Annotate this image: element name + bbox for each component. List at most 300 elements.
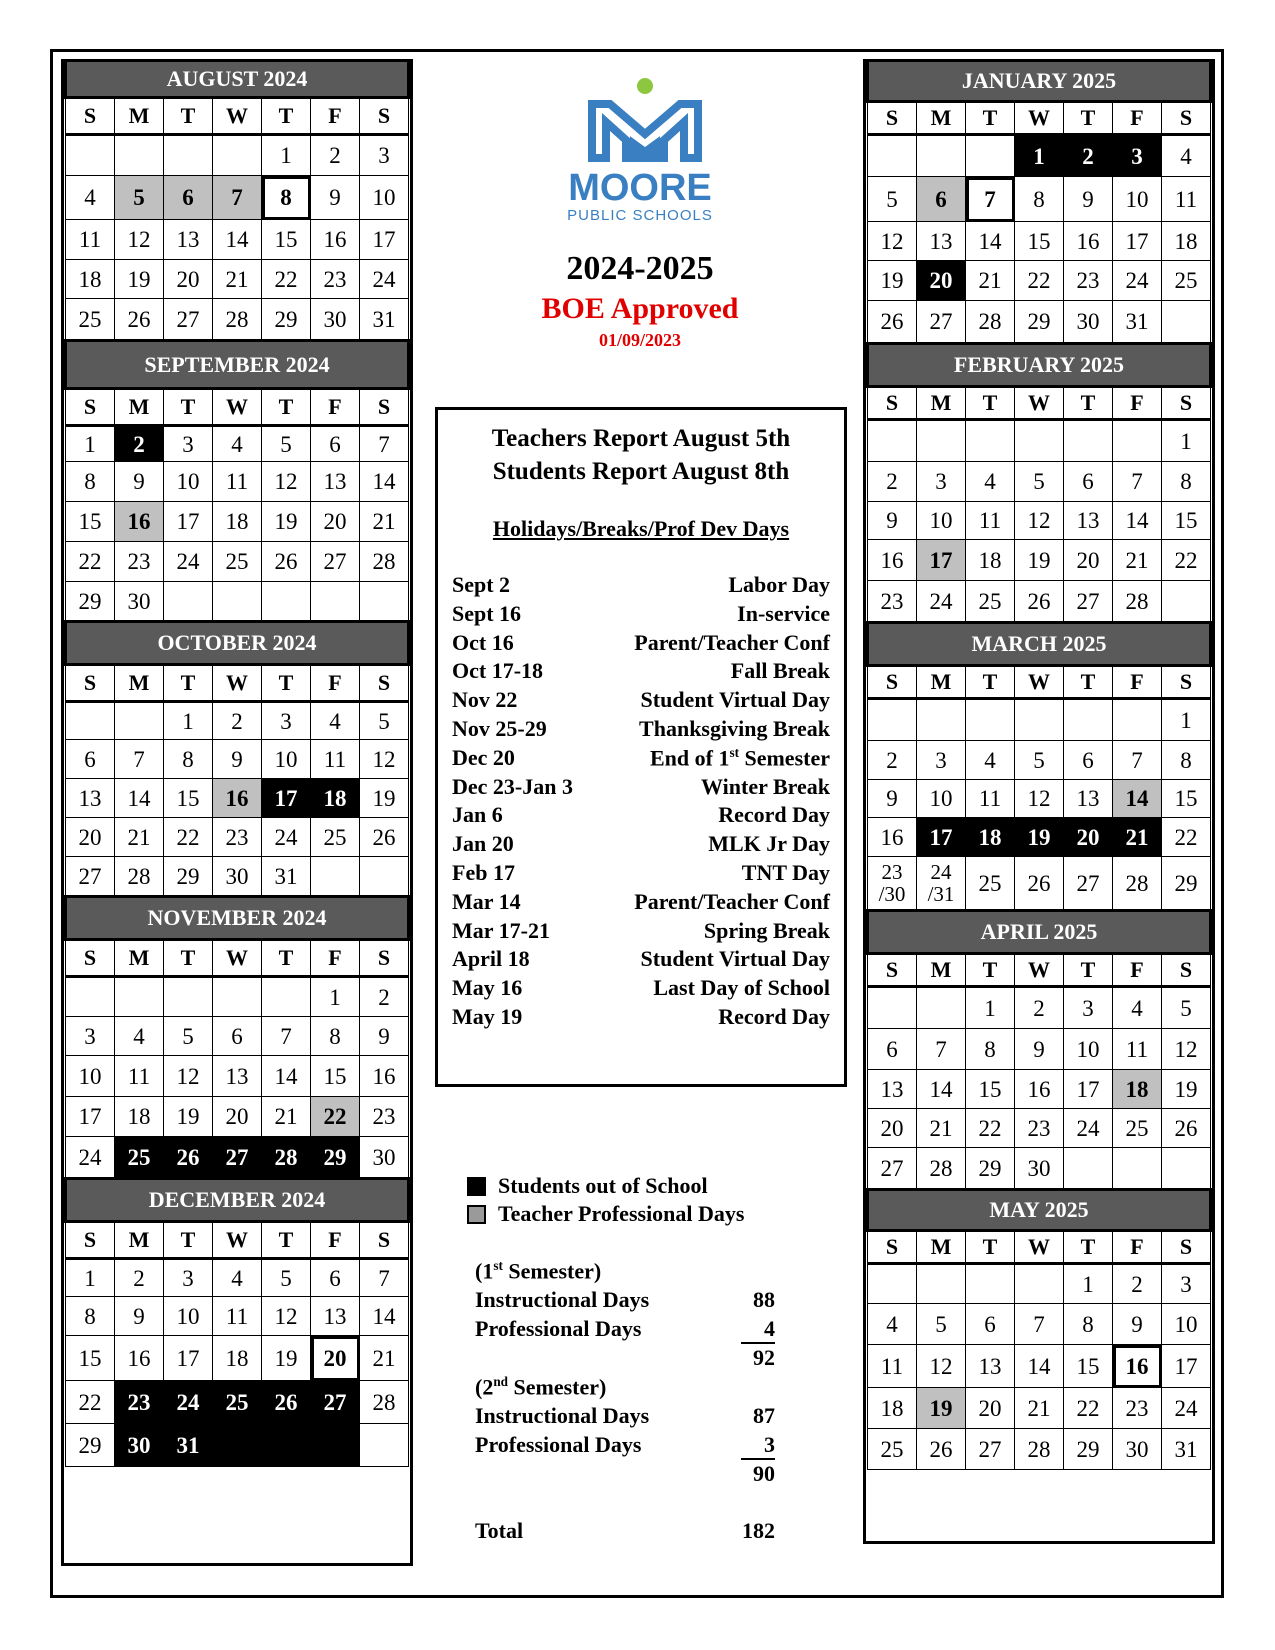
week-row bbox=[868, 261, 1211, 301]
semester2-instructional-row bbox=[475, 1403, 775, 1432]
day-cell: 26 bbox=[1162, 1109, 1211, 1148]
day-cell: 21 bbox=[1113, 818, 1162, 857]
day-cell: 13 bbox=[917, 222, 966, 261]
weekday-header: M bbox=[115, 665, 164, 702]
empty-day-cell bbox=[1015, 1264, 1064, 1304]
weekday-header: W bbox=[213, 389, 262, 426]
day-cell: 1 bbox=[66, 426, 115, 462]
weekday-header: S bbox=[360, 1222, 409, 1259]
day-cell: 11 bbox=[966, 780, 1015, 818]
day-cell: 7 bbox=[1015, 1304, 1064, 1345]
month-header-row bbox=[66, 897, 409, 940]
weekday-header: W bbox=[213, 98, 262, 135]
day-cell: 6 bbox=[966, 1304, 1015, 1345]
weekday-header: S bbox=[868, 666, 917, 699]
month-title: NOVEMBER 2024 bbox=[66, 897, 409, 940]
day-cell: 3 bbox=[164, 426, 213, 462]
empty-day-cell bbox=[868, 987, 917, 1029]
holiday-row bbox=[452, 630, 830, 659]
empty-day-cell bbox=[311, 857, 360, 897]
day-cell: 15 bbox=[1064, 1345, 1113, 1388]
day-cell: 26 bbox=[262, 542, 311, 582]
week-row bbox=[66, 1381, 409, 1424]
weekday-header: T bbox=[164, 389, 213, 426]
day-cell: 5 bbox=[262, 426, 311, 462]
day-cell: 19 bbox=[115, 260, 164, 299]
semester2-heading-row bbox=[475, 1374, 775, 1403]
weekday-header: F bbox=[311, 940, 360, 977]
holiday-row bbox=[452, 975, 830, 1004]
day-cell: 20 bbox=[1064, 540, 1113, 581]
month-header-row bbox=[868, 61, 1211, 102]
holiday-row bbox=[452, 745, 830, 774]
month-header-row bbox=[66, 341, 409, 389]
day-cell: 27 bbox=[213, 1137, 262, 1179]
day-cell: 22 bbox=[1162, 540, 1211, 581]
weekday-header: M bbox=[115, 940, 164, 977]
day-cell: 29 bbox=[262, 299, 311, 341]
day-cell: 19 bbox=[1015, 540, 1064, 581]
empty-day-cell bbox=[1113, 699, 1162, 741]
empty-day-cell bbox=[1064, 1148, 1113, 1190]
day-cell: 7 bbox=[115, 740, 164, 779]
day-cell: 3 bbox=[1064, 987, 1113, 1029]
holidays-heading: Holidays/Breaks/Prof Dev Days bbox=[492, 516, 790, 541]
empty-day-cell bbox=[917, 699, 966, 741]
day-cell: 28 bbox=[262, 1137, 311, 1179]
holiday-row bbox=[452, 601, 830, 630]
day-cell: 6 bbox=[1064, 741, 1113, 780]
day-cell: 21 bbox=[917, 1109, 966, 1148]
day-cell: 26 bbox=[868, 301, 917, 344]
semester1-professional-value: 4 bbox=[741, 1316, 775, 1344]
day-cell: 18 bbox=[966, 818, 1015, 857]
day-cell: 8 bbox=[311, 1017, 360, 1056]
day-cell: 20 bbox=[1064, 818, 1113, 857]
day-cell: 28 bbox=[917, 1148, 966, 1190]
month-header-row bbox=[868, 623, 1211, 666]
week-row bbox=[66, 299, 409, 341]
weekday-header: S bbox=[66, 389, 115, 426]
weekday-header: S bbox=[360, 940, 409, 977]
week-row bbox=[66, 1097, 409, 1137]
day-cell: 23 bbox=[213, 818, 262, 857]
empty-day-cell bbox=[917, 1264, 966, 1304]
day-cell: 26 bbox=[115, 299, 164, 341]
empty-day-cell bbox=[115, 702, 164, 740]
holiday-row bbox=[452, 572, 830, 601]
empty-day-cell bbox=[262, 977, 311, 1017]
day-cell: 23 bbox=[360, 1097, 409, 1137]
day-cell: 27 bbox=[66, 857, 115, 897]
day-cell: 8 bbox=[66, 462, 115, 502]
day-cell: 28 bbox=[1113, 581, 1162, 623]
weekday-header: S bbox=[1162, 666, 1211, 699]
empty-day-cell bbox=[1064, 420, 1113, 462]
day-cell: 4 bbox=[311, 702, 360, 740]
day-cell: 18 bbox=[66, 260, 115, 299]
day-cell: 23 /30 bbox=[868, 857, 917, 911]
day-cell: 25 bbox=[1162, 261, 1211, 301]
black-swatch-icon bbox=[467, 1177, 486, 1196]
week-row bbox=[66, 702, 409, 740]
day-cell: 4 bbox=[115, 1017, 164, 1056]
day-cell: 16 bbox=[1015, 1070, 1064, 1109]
holiday-date: Feb 17 bbox=[452, 859, 515, 885]
week-row bbox=[66, 260, 409, 299]
day-cell: 9 bbox=[868, 502, 917, 540]
semester1-professional-row bbox=[475, 1316, 775, 1345]
day-cell: 1 bbox=[1064, 1264, 1113, 1304]
day-cell: 14 bbox=[966, 222, 1015, 261]
holiday-event: Last Day of School bbox=[653, 975, 830, 1001]
weekday-header: T bbox=[262, 98, 311, 135]
day-cell: 22 bbox=[966, 1109, 1015, 1148]
day-cell: 18 bbox=[115, 1097, 164, 1137]
week-row bbox=[66, 1336, 409, 1381]
empty-day-cell bbox=[360, 1424, 409, 1467]
day-cell: 29 bbox=[311, 1137, 360, 1179]
week-row bbox=[66, 1297, 409, 1336]
holiday-date: Sept 16 bbox=[452, 600, 522, 626]
holiday-row bbox=[452, 831, 830, 860]
weekday-header: W bbox=[1015, 387, 1064, 420]
holiday-event: Parent/Teacher Conf bbox=[634, 888, 830, 914]
semester2-heading: (2nd Semester) bbox=[475, 1374, 607, 1400]
holiday-event: Student Virtual Day bbox=[640, 687, 830, 713]
day-cell: 4 bbox=[966, 741, 1015, 780]
day-cell: 19 bbox=[868, 261, 917, 301]
day-cell: 12 bbox=[1015, 780, 1064, 818]
day-cell: 26 bbox=[917, 1429, 966, 1470]
day-cell: 2 bbox=[311, 135, 360, 176]
holiday-row bbox=[452, 658, 830, 687]
day-cell: 10 bbox=[917, 780, 966, 818]
week-row bbox=[868, 1345, 1211, 1388]
empty-day-cell bbox=[311, 1424, 360, 1467]
weekday-header: T bbox=[262, 1222, 311, 1259]
day-cell: 18 bbox=[1162, 222, 1211, 261]
day-cell: 7 bbox=[213, 176, 262, 220]
day-cell: 13 bbox=[1064, 502, 1113, 540]
day-cell: 12 bbox=[164, 1056, 213, 1097]
weekday-header: W bbox=[213, 940, 262, 977]
weekday-header: T bbox=[164, 1222, 213, 1259]
day-cell: 24 bbox=[164, 542, 213, 582]
week-row bbox=[66, 857, 409, 897]
day-cell: 11 bbox=[311, 740, 360, 779]
day-cell: 15 bbox=[966, 1070, 1015, 1109]
semester2-professional-label: Professional Days bbox=[475, 1432, 642, 1457]
weekday-header: S bbox=[1162, 1231, 1211, 1264]
day-cell: 25 bbox=[213, 1381, 262, 1424]
day-cell: 2 bbox=[213, 702, 262, 740]
day-cell: 13 bbox=[213, 1056, 262, 1097]
day-cell: 30 bbox=[311, 299, 360, 341]
week-row bbox=[868, 699, 1211, 741]
day-cell: 9 bbox=[868, 780, 917, 818]
day-cell: 22 bbox=[66, 542, 115, 582]
day-cell: 12 bbox=[360, 740, 409, 779]
day-cell: 10 bbox=[1162, 1304, 1211, 1345]
day-cell: 19 bbox=[1162, 1070, 1211, 1109]
day-cell: 28 bbox=[360, 1381, 409, 1424]
semester1-subtotal: 92 bbox=[753, 1345, 775, 1370]
day-cell: 24 bbox=[1113, 261, 1162, 301]
holiday-row bbox=[452, 774, 830, 803]
day-cell: 12 bbox=[262, 1297, 311, 1336]
week-row bbox=[66, 740, 409, 779]
day-cell: 29 bbox=[1015, 301, 1064, 344]
day-cell: 15 bbox=[66, 502, 115, 542]
holiday-row bbox=[452, 716, 830, 745]
day-cell: 23 bbox=[1064, 261, 1113, 301]
day-cell: 10 bbox=[262, 740, 311, 779]
empty-day-cell bbox=[360, 857, 409, 897]
day-cell: 22 bbox=[1064, 1388, 1113, 1429]
day-cell: 29 bbox=[966, 1148, 1015, 1190]
day-cell: 10 bbox=[164, 1297, 213, 1336]
weekday-header: S bbox=[868, 954, 917, 987]
empty-day-cell bbox=[1113, 1148, 1162, 1190]
week-row bbox=[66, 426, 409, 462]
weekday-header: T bbox=[1064, 1231, 1113, 1264]
day-cell: 29 bbox=[1162, 857, 1211, 911]
day-cell: 17 bbox=[66, 1097, 115, 1137]
holiday-event: Spring Break bbox=[703, 917, 830, 943]
holiday-row bbox=[452, 1004, 830, 1033]
week-row bbox=[868, 222, 1211, 261]
week-row bbox=[868, 857, 1211, 911]
holiday-event: Student Virtual Day bbox=[640, 946, 830, 972]
day-cell: 14 bbox=[213, 220, 262, 260]
day-cell: 11 bbox=[868, 1345, 917, 1388]
week-row bbox=[66, 977, 409, 1017]
day-cell: 29 bbox=[164, 857, 213, 897]
day-cell: 19 bbox=[262, 502, 311, 542]
day-cell: 16 bbox=[360, 1056, 409, 1097]
day-cell: 27 bbox=[164, 299, 213, 341]
day-cell: 26 bbox=[262, 1381, 311, 1424]
day-cell: 17 bbox=[917, 540, 966, 581]
legend-item-students-out bbox=[467, 1172, 744, 1200]
day-cell: 13 bbox=[164, 220, 213, 260]
logo-dot-icon bbox=[637, 78, 653, 94]
weekday-header-row bbox=[66, 98, 409, 135]
day-cell: 7 bbox=[1113, 462, 1162, 502]
weekday-header-row bbox=[868, 102, 1211, 135]
empty-day-cell bbox=[262, 1424, 311, 1467]
day-cell: 1 bbox=[1162, 420, 1211, 462]
empty-day-cell bbox=[1015, 699, 1064, 741]
day-cell: 14 bbox=[1113, 502, 1162, 540]
empty-day-cell bbox=[966, 1264, 1015, 1304]
day-cell: 11 bbox=[966, 502, 1015, 540]
day-cell: 3 bbox=[66, 1017, 115, 1056]
day-cell: 13 bbox=[311, 462, 360, 502]
day-cell: 1 bbox=[66, 1259, 115, 1297]
weekday-header: S bbox=[360, 665, 409, 702]
holiday-row bbox=[452, 860, 830, 889]
weekday-header: F bbox=[1113, 954, 1162, 987]
semester1-heading-row bbox=[475, 1258, 775, 1287]
day-cell: 18 bbox=[1113, 1070, 1162, 1109]
week-row bbox=[66, 818, 409, 857]
empty-day-cell bbox=[66, 977, 115, 1017]
weekday-header-row bbox=[66, 389, 409, 426]
empty-day-cell bbox=[360, 582, 409, 622]
empty-day-cell bbox=[311, 582, 360, 622]
weekday-header: S bbox=[66, 665, 115, 702]
empty-day-cell bbox=[115, 977, 164, 1017]
day-cell: 14 bbox=[1113, 780, 1162, 818]
day-cell: 18 bbox=[868, 1388, 917, 1429]
day-cell: 1 bbox=[966, 987, 1015, 1029]
weekday-header-row bbox=[66, 1222, 409, 1259]
day-cell: 13 bbox=[966, 1345, 1015, 1388]
day-cell: 9 bbox=[360, 1017, 409, 1056]
day-cell: 3 bbox=[917, 741, 966, 780]
holiday-date: Mar 17-21 bbox=[452, 917, 550, 943]
day-counts bbox=[475, 1258, 775, 1547]
day-cell: 27 bbox=[1064, 857, 1113, 911]
day-cell: 18 bbox=[213, 1336, 262, 1381]
weekday-header: T bbox=[262, 940, 311, 977]
day-cell: 13 bbox=[868, 1070, 917, 1109]
day-cell: 21 bbox=[213, 260, 262, 299]
weekday-header: T bbox=[262, 389, 311, 426]
week-row bbox=[868, 540, 1211, 581]
day-cell: 25 bbox=[868, 1429, 917, 1470]
empty-day-cell bbox=[115, 135, 164, 176]
day-cell: 11 bbox=[1162, 177, 1211, 222]
day-cell: 11 bbox=[1113, 1029, 1162, 1070]
month-header-row bbox=[868, 1190, 1211, 1231]
month-title: MARCH 2025 bbox=[868, 623, 1211, 666]
legend-item-professional bbox=[467, 1200, 744, 1228]
weekday-header: S bbox=[868, 102, 917, 135]
holiday-row bbox=[452, 802, 830, 831]
day-cell: 15 bbox=[311, 1056, 360, 1097]
holiday-date: Mar 14 bbox=[452, 888, 521, 914]
day-cell: 20 bbox=[868, 1109, 917, 1148]
weekday-header-row bbox=[66, 665, 409, 702]
day-cell: 23 bbox=[115, 1381, 164, 1424]
semester2-professional-row bbox=[475, 1432, 775, 1461]
day-cell: 12 bbox=[917, 1345, 966, 1388]
day-cell: 17 bbox=[262, 779, 311, 818]
holiday-event: Parent/Teacher Conf bbox=[634, 629, 830, 655]
weekday-header: T bbox=[1064, 387, 1113, 420]
empty-day-cell bbox=[213, 582, 262, 622]
day-cell: 1 bbox=[262, 135, 311, 176]
day-cell: 19 bbox=[262, 1336, 311, 1381]
holiday-date: Nov 22 bbox=[452, 687, 518, 713]
day-cell: 31 bbox=[1113, 301, 1162, 344]
holiday-date: May 19 bbox=[452, 1003, 523, 1029]
day-cell: 3 bbox=[164, 1259, 213, 1297]
day-cell: 22 bbox=[311, 1097, 360, 1137]
day-cell: 27 bbox=[917, 301, 966, 344]
week-row bbox=[868, 1304, 1211, 1345]
day-cell: 12 bbox=[1162, 1029, 1211, 1070]
info-box bbox=[435, 407, 847, 1087]
holiday-date: Jan 6 bbox=[452, 802, 503, 828]
week-row bbox=[66, 220, 409, 260]
empty-day-cell bbox=[1162, 1148, 1211, 1190]
weekday-header: T bbox=[1064, 666, 1113, 699]
day-cell: 16 bbox=[115, 1336, 164, 1381]
day-cell: 16 bbox=[311, 220, 360, 260]
day-cell: 28 bbox=[115, 857, 164, 897]
day-cell: 25 bbox=[1113, 1109, 1162, 1148]
holiday-event: Record Day bbox=[718, 802, 830, 828]
day-cell: 2 bbox=[868, 462, 917, 502]
weekday-header: W bbox=[213, 1222, 262, 1259]
week-row bbox=[66, 1424, 409, 1467]
calendar-column-left bbox=[61, 59, 413, 1566]
week-row bbox=[868, 1388, 1211, 1429]
day-cell: 7 bbox=[1113, 741, 1162, 780]
day-cell: 22 bbox=[1162, 818, 1211, 857]
day-cell: 19 bbox=[164, 1097, 213, 1137]
week-row bbox=[66, 779, 409, 818]
day-cell: 21 bbox=[360, 502, 409, 542]
day-cell: 17 bbox=[360, 220, 409, 260]
week-row bbox=[868, 462, 1211, 502]
day-cell: 11 bbox=[213, 462, 262, 502]
empty-day-cell bbox=[917, 987, 966, 1029]
day-cell: 4 bbox=[1162, 135, 1211, 177]
week-row bbox=[868, 780, 1211, 818]
holiday-event: Fall Break bbox=[730, 658, 830, 684]
day-cell: 15 bbox=[262, 220, 311, 260]
day-cell: 11 bbox=[115, 1056, 164, 1097]
day-cell: 8 bbox=[1015, 177, 1064, 222]
empty-day-cell bbox=[1064, 699, 1113, 741]
day-cell: 11 bbox=[66, 220, 115, 260]
weekday-header: T bbox=[1064, 102, 1113, 135]
weekday-header: S bbox=[66, 98, 115, 135]
month-header-row bbox=[66, 61, 409, 98]
day-cell: 31 bbox=[1162, 1429, 1211, 1470]
day-cell: 13 bbox=[66, 779, 115, 818]
week-row bbox=[66, 1056, 409, 1097]
day-cell: 23 bbox=[1015, 1109, 1064, 1148]
empty-day-cell bbox=[966, 135, 1015, 177]
week-row bbox=[66, 542, 409, 582]
week-row bbox=[66, 135, 409, 176]
empty-day-cell bbox=[966, 420, 1015, 462]
day-cell: 28 bbox=[1113, 857, 1162, 911]
teachers-report: Teachers Report August 5th bbox=[491, 425, 791, 452]
day-cell: 22 bbox=[164, 818, 213, 857]
day-cell: 19 bbox=[1015, 818, 1064, 857]
month-header-row bbox=[66, 1179, 409, 1222]
holiday-event: In-service bbox=[737, 600, 830, 626]
semester1-instructional-row bbox=[475, 1287, 775, 1316]
day-cell: 18 bbox=[311, 779, 360, 818]
holidays-list bbox=[452, 572, 830, 1033]
day-cell: 14 bbox=[262, 1056, 311, 1097]
logo-m-icon bbox=[592, 104, 698, 158]
legend-label-students-out: Students out of School bbox=[498, 1173, 708, 1198]
day-cell: 28 bbox=[1015, 1429, 1064, 1470]
empty-day-cell bbox=[917, 135, 966, 177]
legend bbox=[467, 1172, 744, 1228]
day-cell: 23 bbox=[868, 581, 917, 623]
week-row bbox=[868, 420, 1211, 462]
